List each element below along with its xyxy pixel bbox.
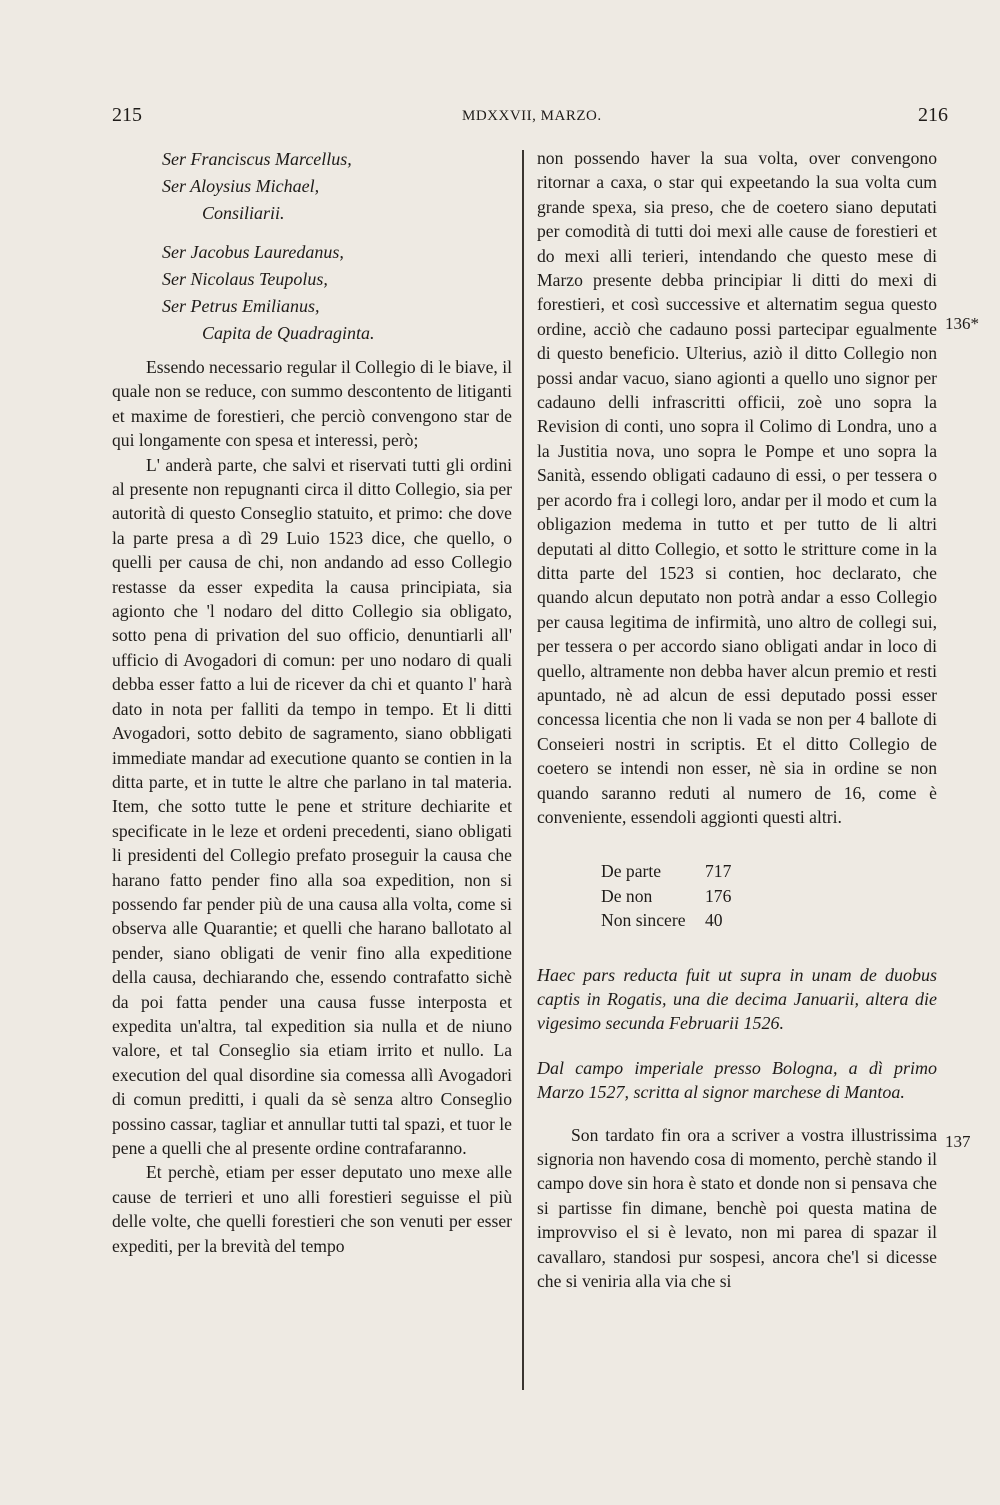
vote-count: 717 [705, 861, 732, 882]
name-line: Ser Petrus Emilianus, [162, 296, 320, 316]
margin-note: 136* [945, 314, 979, 333]
paragraph: Essendo necessario regular il Collegio di le biave, il quale non se reduce, con summo descontento de litiganti et maxime de forestieri, che perciò convengono star de qui longamente con spesa et interessi, però; [112, 357, 512, 451]
letter-heading: Dal campo imperiale presso Bologna, a dì primo Marzo 1527, scritta al signor marchese di Mantoa. [537, 1057, 937, 1103]
right-column [537, 146, 937, 1293]
margin-note: 137 [945, 1132, 971, 1151]
paragraph: non possendo haver la sua volta, over convengono ritornar a caxa, o star qui expeetando la sua volta cum grande spexa, sia preso, che de coetero siano deputati per comodità di tutti doi mexi alle cause de forestieri et do mexi alli terieri, intendando che questo mese di Marzo presente debba principiar li ditti do mexi di forestieri, et così successive et alternatim segua questo ordine, acciò che cadauno possi partecipar egualmente di questo beneficio. Ulterius, aziò il ditto Collegio non possi andar vacuo, siano agionti a quello uno signor per cadauno delli infrascritti officii, zoè uno sopra la Revision di conti, uno sopra il Colimo di Londra, uno a la Justitia nova, uno sopra le Pompe et uno sopra la Sanità, essendo obligati cadauno di essi, o per tessera o per acordo fra i collegi loro, andar per il modo et cum la obligazion medema in tutto et per tutto de li altri deputati al ditto Collegio, et sotto le stritture come in la ditta parte del 1523 si contien, hoc declarato, che quando alcun deputato non potrà andar a esso Collegio per causa legitima de infirmità, uno altro de collegi sui, per tessera o per accordo siano obligati andar in loco di quello, altramente non debba haver alcun premio et resti apuntado, nè ad alcun de essi deputado possi esser concessa licentia che non li vada se non per 4 ballote di Conseieri nostri in scriptis. Et el ditto Collegio de coetero se intendi non esser, nè sia in ordine se non quando saranno reduti al numero de 16, come è conveniente, essendoli aggionti questi altri. [537, 148, 937, 827]
name-line: Ser Aloysius Michael, [162, 176, 320, 196]
vote-count: 176 [705, 885, 732, 906]
left-page-number: 215 [112, 104, 142, 126]
left-column [112, 146, 512, 1258]
name-line: Ser Nicolaus Teupolus, [162, 269, 328, 289]
paragraph: L' anderà parte, che salvi et riservati tutti gli ordini al presente non repugnanti circa il ditto Collegio, sia per autorità di questo Conseglio statuito, et primo: che dove la parte presa a dì 29 Luio 1523 dice, che quello, o quelli per causa de chi, non andando ad esso Collegio restasse da esser expedita la causa principiata, sia agionto che 'l nodaro del ditto Collegio sia obligato, sotto pena di privation del suo officio, denuntiarli all' ufficio di Avogadori di comun: per uno nodaro di quali debba esser fatto a lui de ricever da chi et quanto l' harà dato in nota per falliti da tempo in tempo. Et li ditti Avogadori, sotto debito de sagramento, siano obbligati immediate mandar ad executione quanto se contien in la ditta parte, et in tutte le altre che parlano in tal materia. Item, che sotto tutte le pene et striture dechiarite et specificate in le leze et ordeni precedenti, siano obligati li presidenti del Collegio prefato proseguir la causa che harano fatto pender fino alla soa expedition, non si possendo far pender più de una causa alla volta, come si observa alle Quarantie; et quelli che harano ballotato al pender, siano obligati de venir fino alla expeditione della causa, dechiarando che, essendo contrafatto sichè da poi fatta pender una causa fusse interposta et expedita un'altra, tal expedition sia nulla et de niuno valore, et tal Conseglio sia etiam irrito et nullo. La execution del qual disordine sia comessa allì Avogadori di comun preditti, i quali da sè senza altro Conseglio possino cassar, tagliar et annullar tutti tal spazi, et tuor le pene a quelli che al presente ordine contrafaranno. [112, 454, 512, 1158]
right-page-number: 216 [918, 104, 948, 126]
name-role: Capita de Quadraginta. [202, 323, 375, 343]
column-divider [522, 150, 524, 1390]
vote-row [601, 859, 937, 883]
name-line: Ser Franciscus Marcellus, [162, 149, 352, 169]
running-title: MDXXVII, MARZO. [462, 108, 602, 124]
vote-label: Non sincere [601, 910, 686, 931]
page-header [112, 104, 948, 134]
vote-label: De non [601, 885, 653, 906]
vote-tally [601, 859, 937, 932]
vote-row [601, 884, 937, 908]
vote-label: De parte [601, 861, 662, 882]
name-role: Consiliarii. [202, 203, 285, 223]
name-line: Ser Jacobus Lauredanus, [162, 242, 344, 262]
paragraph: Son tardato fin ora a scriver a vostra illustrissima signoria non havendo cosa di momento, perchè stando il campo dove sin hora è stato et donde non si pensava che si partisse fin dimane, benchè poi questa matina de improvviso el si è levato, non mi parea di spazar il cavallaro, standosi pur sospesi, ancora che'l si dicesse che si veniria alla via che si [537, 1124, 937, 1292]
vote-row [601, 908, 937, 932]
consiliarii-list [112, 146, 512, 227]
latin-note: Haec pars reducta fuit ut supra in unam de duobus captis in Rogatis, una die decima Januarii, altera die vigesimo secunda Februarii 1526. [537, 964, 937, 1034]
vote-count: 40 [705, 910, 723, 931]
paragraph: Et perchè, etiam per esser deputato uno mexe alle cause de terrieri et uno alli forestieri seguisse el più delle volte, che quelli forestieri che son venuti per esser expediti, per la brevità del tempo [112, 1162, 512, 1256]
capita-list [112, 239, 512, 347]
